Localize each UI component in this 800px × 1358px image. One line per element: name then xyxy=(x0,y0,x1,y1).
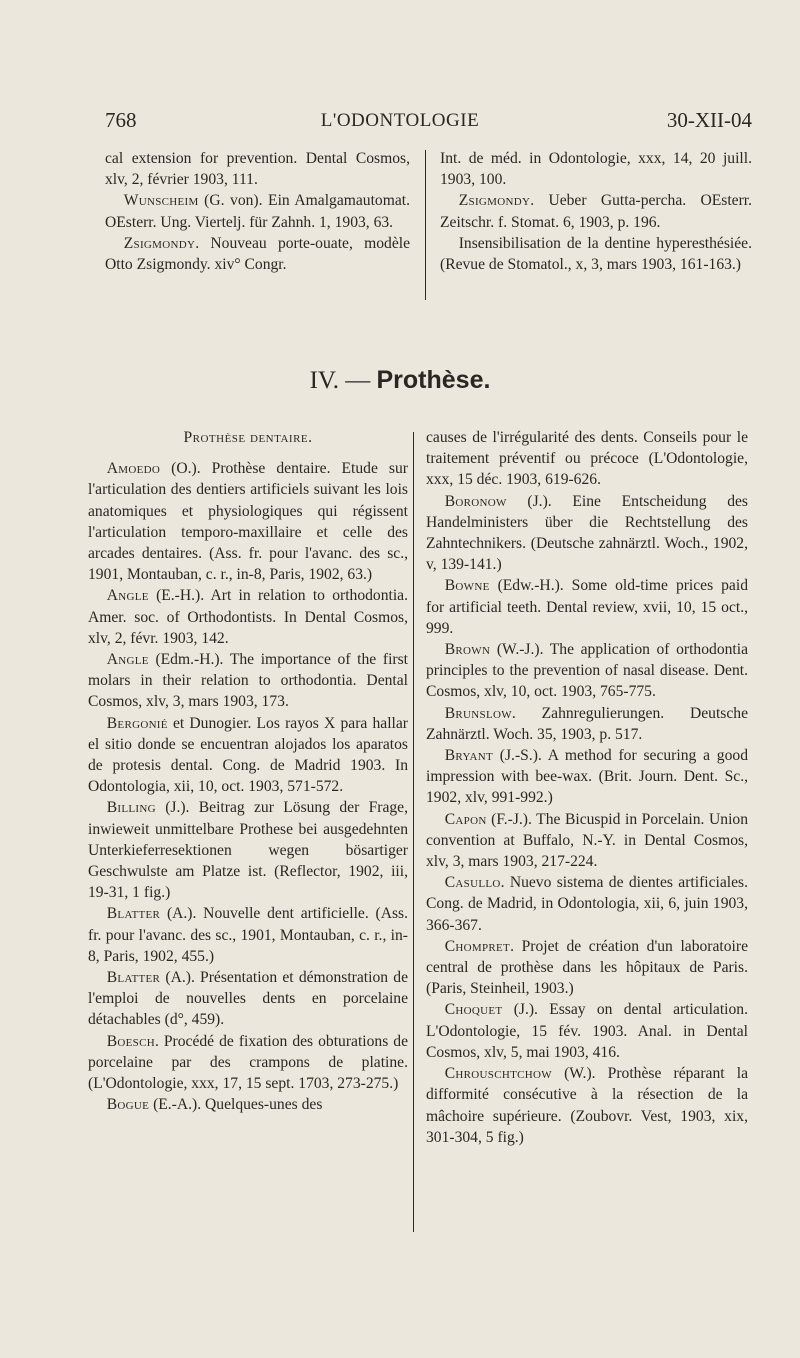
entry-text: (E.-H.). Art in relation to orthodontia. Amer. soc. of Orthodontists. In Dental Cosmos, xlv, 2, févr. 1903, 142. xyxy=(88,587,408,647)
top-left-column xyxy=(105,148,410,275)
bibliography-entry xyxy=(440,190,752,232)
entry-text: (E.-A.). Quelques-unes des xyxy=(149,1096,323,1114)
author-name: Zsigmondy xyxy=(123,234,196,252)
entry-text: (J.). Beitrag zur Lösung der Frage, inwieweit unmittelbare Prothese bei ausgedehnten Unterkieferresektionen wegen bösartiger Geschwulste am Platze ist. (Reflector, 1902, iii, 19-31, 1 fig.) xyxy=(88,799,408,902)
author-name: Zsigmondy xyxy=(458,192,531,210)
entry-text: (W.-J.). The application of orthodontia principles to the prevention of nasal disease. Dent. Cosmos, xlv, 10, oct. 1903, 765-775. xyxy=(426,641,748,701)
entry-text: cal extension for prevention. Dental Cosmos, xlv, 2, février 1903, 111. xyxy=(105,150,410,189)
bibliography-entry xyxy=(426,575,748,639)
author-name: Blatter xyxy=(106,969,161,987)
author-name: Billing xyxy=(106,799,156,817)
author-name: Bryant xyxy=(444,747,493,765)
author-name: Angle xyxy=(106,587,149,605)
bibliography-entry xyxy=(426,745,748,809)
left-column xyxy=(88,427,408,1116)
entry-text: (J.). Essay on dental articulation. L'Odontologie, 15 fév. 1903. Anal. in Dental Cosmos, xlv, 5, mai 1903, 416. xyxy=(426,1001,748,1061)
bibliography-entry xyxy=(88,649,408,713)
right-column xyxy=(426,427,748,1148)
issue-date: 30-XII-04 xyxy=(666,108,752,132)
author-name: Blatter xyxy=(106,905,161,923)
author-name: Angle xyxy=(106,651,149,669)
author-name: Wunscheim xyxy=(123,192,199,210)
journal-title: L'ODONTOLOGIE xyxy=(320,110,480,131)
section-heading xyxy=(0,366,800,395)
bibliography-entry xyxy=(88,967,408,1031)
section-numeral: IV. — xyxy=(309,367,371,394)
author-name: Bowne xyxy=(444,577,490,595)
entry-text: . Zahnregulierungen. Deutsche Zahnärztl. Woch. 35, 1903, p. 517. xyxy=(426,704,748,743)
entry-text: (Edw.-H.). Some old-time prices paid for artificial teeth. Dental review, xvii, 10, 15 oct., 999. xyxy=(426,577,748,637)
author-name: Brunslow xyxy=(444,704,512,722)
author-name: Chrouschtchow xyxy=(444,1065,552,1083)
entry-text: (J.). Eine Entscheidung des Handelministers über die Rechtstellung des Zahntechnikers. (Deutsche zahnärztl. Woch., 1902, v, 139-141.) xyxy=(426,492,748,574)
entry-text: . Nouveau porte-ouate, modèle Otto Zsigmondy. xiv° Congr. xyxy=(105,234,410,274)
entry-text: (J.-S.). A method for securing a good impression with bee-wax. (Brit. Journ. Dent. Sc., 1902, xlv, 991-992.) xyxy=(426,747,748,807)
bibliography-entry xyxy=(88,713,408,798)
page-number: 768 xyxy=(105,108,137,132)
bibliography-entry xyxy=(88,903,408,967)
bibliography-entry xyxy=(426,936,748,1000)
entry-text: (G. von). Ein Amalgamautomat. OEsterr. Ung. Viertelj. für Zahnh. 1, 1903, 63. xyxy=(105,192,410,231)
author-name: Casullo xyxy=(444,874,501,892)
top-right-column xyxy=(440,148,752,275)
bibliography-entry xyxy=(88,1094,408,1115)
bibliography-entry xyxy=(88,585,408,649)
author-name: Brown xyxy=(444,641,491,659)
bibliography-entry xyxy=(426,1063,748,1148)
bibliography-entry xyxy=(88,1031,408,1095)
bibliography-entry xyxy=(426,703,748,745)
author-name: Boronow xyxy=(444,492,507,510)
entry-text: (A.). Présentation et démonstration de l'emploi de nouvelles dents en porcelaine détachables (d°, 459). xyxy=(88,969,408,1029)
entry-text: et Dunogier. Los rayos X para hallar el sitio donde se encuentran alojados los aparatos de protesis dental. Cong. de Madrid 1903. In Odontologia, xii, 10, oct. 1903, 571-572. xyxy=(88,714,408,796)
bibliography-entry xyxy=(426,809,748,873)
author-name: Chompret xyxy=(444,937,511,955)
entry-text: (O.). Prothèse dentaire. Etude sur l'articulation des dentiers artificiels suivant les lois anatomiques et physiologiques qui régissent l'articulation temporo-maxillaire et celle des arcades dentaires. (Ass. fr. pour l'avanc. des sc., 1901, Montauban, c. r., in-8, Paris, 1902, 63.) xyxy=(88,460,408,584)
top-column-rule xyxy=(425,150,426,300)
bibliography-entry xyxy=(105,233,410,275)
bibliography-entry xyxy=(426,491,748,576)
bibliography-entry xyxy=(440,233,752,275)
column-rule xyxy=(413,432,414,1232)
subsection-heading: Prothèse dentaire. xyxy=(183,429,313,446)
entry-text: (A.). Nouvelle dent artificielle. (Ass. fr. pour l'avanc. des sc., 1901, Montauban, c. r., in-8, Paris, 1902, 455.) xyxy=(88,905,408,965)
entry-text: . Projet de création d'un laboratoire central de prothèse dans les hôpitaux de Paris. (Paris, Steinheil, 1903.) xyxy=(426,937,748,998)
entry-text: causes de l'irrégularité des dents. Conseils pour le traitement préventif ou précoce (L'Odontologie, xxx, 15 déc. 1903, 619-626. xyxy=(426,429,748,489)
author-name: Amoedo xyxy=(106,460,161,478)
entry-text: . Ueber Gutta-percha. OEsterr. Zeitschr. f. Stomat. 6, 1903, p. 196. xyxy=(440,192,752,231)
entry-text: . Nuevo sistema de dientes artificiales. Cong. de Madrid, in Odontologia, xii, 6, juin 1903, 366-367. xyxy=(426,874,748,934)
entry-text: (Edm.-H.). The importance of the first molars in their relation to orthodontia. Dental Cosmos, xlv, 3, mars 1903, 173. xyxy=(88,651,408,711)
bibliography-entry xyxy=(88,458,408,585)
bibliography-entry xyxy=(426,872,748,936)
author-name: Choquet xyxy=(444,1001,503,1019)
bibliography-entry xyxy=(88,797,408,903)
bibliography-entry xyxy=(105,190,410,232)
author-name: Capon xyxy=(444,810,487,828)
section-title: Prothèse. xyxy=(376,366,491,394)
bibliography-entry xyxy=(426,427,748,491)
entry-text: Int. de méd. in Odontologie, xxx, 14, 20 juill. 1903, 100. xyxy=(440,150,752,189)
entry-text: . Procédé de fixation des obturations de porcelaine par des crampons de platine. (L'Odontologie, xxx, 17, 15 sept. 1703, 273-275.) xyxy=(88,1032,408,1093)
bibliography-entry xyxy=(105,148,410,190)
author-name: Bogue xyxy=(106,1096,150,1114)
bibliography-entry xyxy=(440,148,752,190)
author-name: Bergonié xyxy=(106,714,168,732)
bibliography-entry xyxy=(426,999,748,1063)
entry-text: (W.). Prothèse réparant la difformité consécutive à la résection de la mâchoire supérieure. (Zoubovr. Vest, 1903, xix, 301-304, 5 fig.) xyxy=(426,1065,748,1146)
bibliography-entry xyxy=(426,639,748,703)
author-name: Boesch xyxy=(106,1032,155,1050)
entry-text: Insensibilisation de la dentine hyperesthésiée. (Revue de Stomatol., x, 3, mars 1903, 161-163.) xyxy=(440,234,752,274)
entry-text: (F.-J.). The Bicuspid in Porcelain. Union convention at Buffalo, N.-Y. in Dental Cosmos, xlv, 3, mars 1903, 217-224. xyxy=(426,810,748,871)
running-header xyxy=(0,108,800,144)
